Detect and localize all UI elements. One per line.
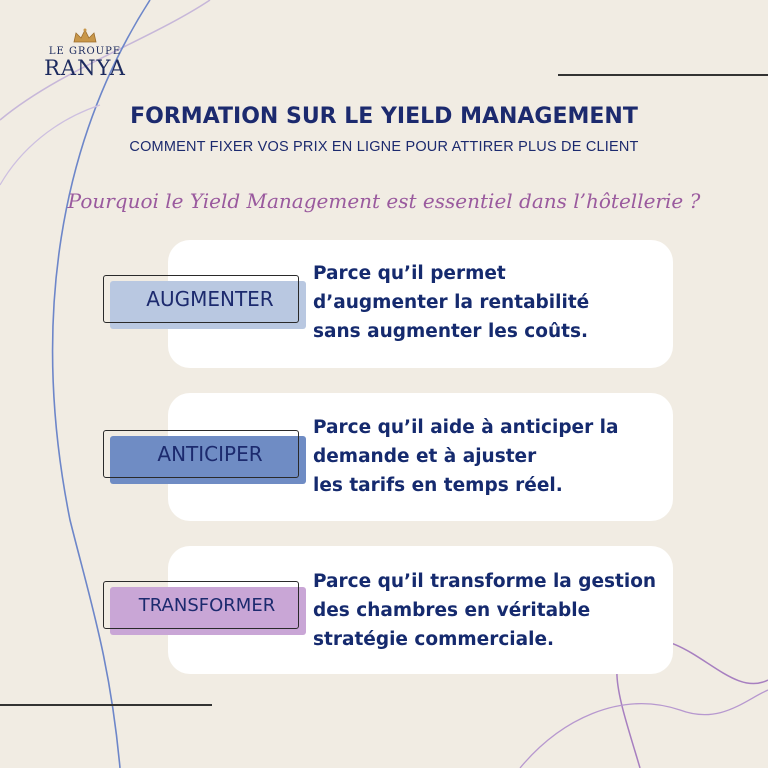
card-line: stratégie commerciale. bbox=[313, 629, 555, 650]
top-right-divider bbox=[558, 74, 768, 76]
crown-icon bbox=[72, 28, 98, 44]
question-heading: Pourquoi le Yield Management est essentiel dans l’hôtellerie ? bbox=[67, 189, 701, 213]
card-augmenter-text bbox=[313, 259, 693, 346]
card-line: d’augmenter la rentabilité bbox=[313, 292, 590, 313]
card-line: Parce qu’il transforme la gestion bbox=[313, 571, 657, 592]
page-title: FORMATION SUR LE YIELD MANAGEMENT bbox=[130, 104, 638, 129]
card-line: Parce qu’il permet bbox=[313, 263, 506, 284]
page-subtitle: COMMENT FIXER VOS PRIX EN LIGNE POUR ATTIRER PLUS DE CLIENT bbox=[129, 139, 639, 155]
tag-augmenter: AUGMENTER bbox=[103, 275, 299, 323]
card-line: demande et à ajuster bbox=[313, 446, 537, 467]
company-logo bbox=[30, 28, 140, 88]
bottom-left-divider bbox=[0, 704, 212, 706]
tag-transformer: TRANSFORMER bbox=[103, 581, 299, 629]
card-anticiper-text bbox=[313, 413, 693, 500]
tag-anticiper: ANTICIPER bbox=[103, 430, 299, 478]
card-line: les tarifs en temps réel. bbox=[313, 475, 563, 496]
card-line: Parce qu’il aide à anticiper la bbox=[313, 417, 619, 438]
card-line: sans augmenter les coûts. bbox=[313, 321, 589, 342]
card-line: des chambres en véritable bbox=[313, 600, 591, 621]
logo-top-text: LE GROUPE bbox=[48, 46, 122, 57]
logo-brand: RANYA bbox=[44, 56, 126, 80]
card-transformer-text bbox=[313, 567, 693, 654]
